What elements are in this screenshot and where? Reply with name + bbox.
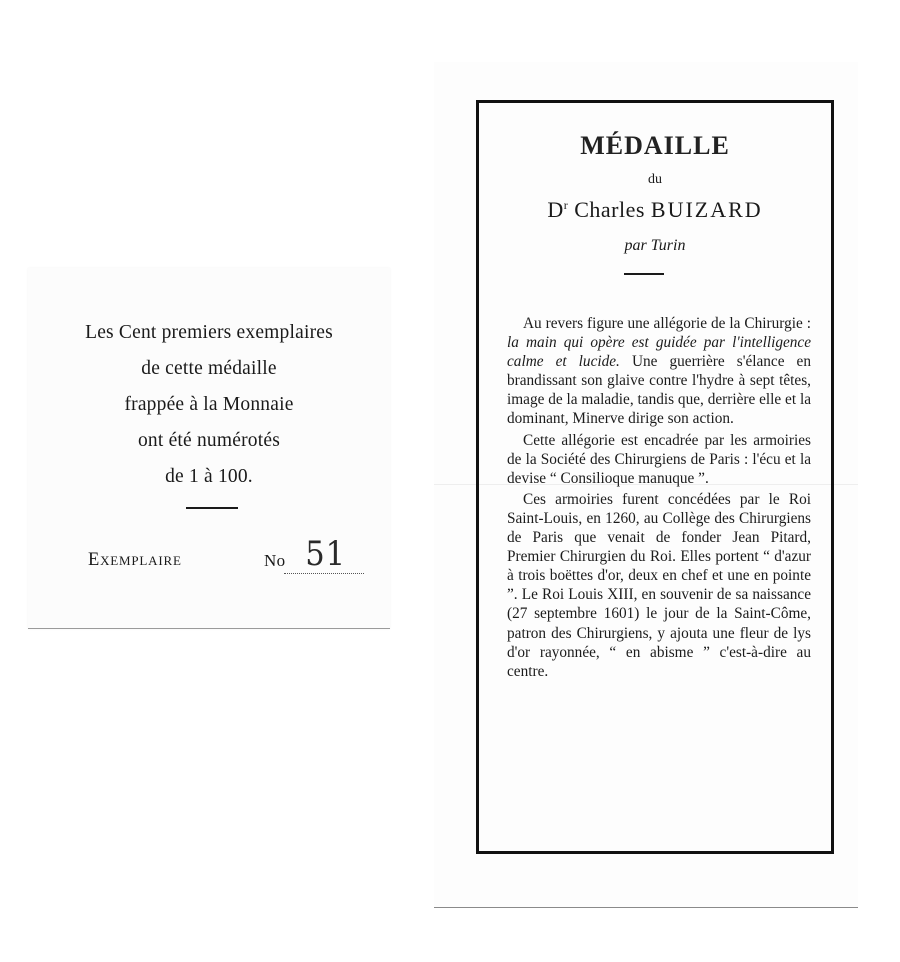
paragraph-2: Cette allégorie est encadrée par les armoiries de la Société des Chirurgiens de Paris : l'écu et la devise “ Consilioque manuque ”. (507, 431, 811, 487)
doctor-prefix: D (547, 197, 564, 222)
leaflet-title: MÉDAILLE (580, 131, 730, 160)
paragraph-1-start: Au revers figure une allégorie de la Chirurgie : (523, 315, 811, 332)
paragraph-3: Ces armoiries furent concédées par le Roi Saint-Louis, en 1260, au Collège des Chirurgiens de Paris que venait de fonder Jean Pitard, Premier Chirurgien du Roi. Elles portent “ d'azur à trois boëttes d'or, deux en chef et une en pointe ”. Le Roi Louis XIII, en souvenir de sa naissance (27 septembre 1601) le jour de la Saint-Côme, patron des Chirurgiens, y ajouta une fleur de lys d'or rayonnée, “ en abisme ” c'est-à-dire au centre. (507, 490, 811, 680)
number-label: No (264, 551, 286, 570)
paragraph-1-quote: la main qui opère est guidée par l'intelligence calme et lucide. (507, 334, 811, 371)
title-divider (624, 273, 664, 275)
card-line: de cette médaille (141, 358, 277, 379)
doctor-last-name: BUIZARD (650, 197, 763, 222)
doctor-first-name: Charles (574, 197, 645, 222)
leaflet-body (507, 314, 811, 683)
card-line: Les Cent premiers exemplaires (85, 322, 333, 343)
leaflet-doctor-name (476, 197, 834, 223)
handwritten-number: 51 (305, 534, 347, 574)
card-statement (28, 315, 390, 495)
doctor-prefix-sup: r (563, 198, 569, 212)
card-divider (186, 507, 238, 509)
card-line: ont été numérotés (137, 430, 281, 451)
card-line: frappée à la Monnaie (124, 394, 294, 415)
paragraph-1-end: Une guerrière s'élance en brandissant son glaive contre l'hydre à sept têtes, image de la maladie, tandis que, derrière elle et la dominant, Minerve dirige son action. (507, 353, 812, 428)
numbering-card (28, 268, 390, 629)
leaflet-author: par Turin (624, 237, 686, 254)
exemplaire-line (88, 534, 388, 578)
card-line: de 1 à 100. (165, 466, 253, 487)
paragraph-1 (507, 314, 811, 429)
leaflet-du: du (648, 172, 662, 187)
exemplaire-label: Exemplaire (88, 550, 182, 570)
